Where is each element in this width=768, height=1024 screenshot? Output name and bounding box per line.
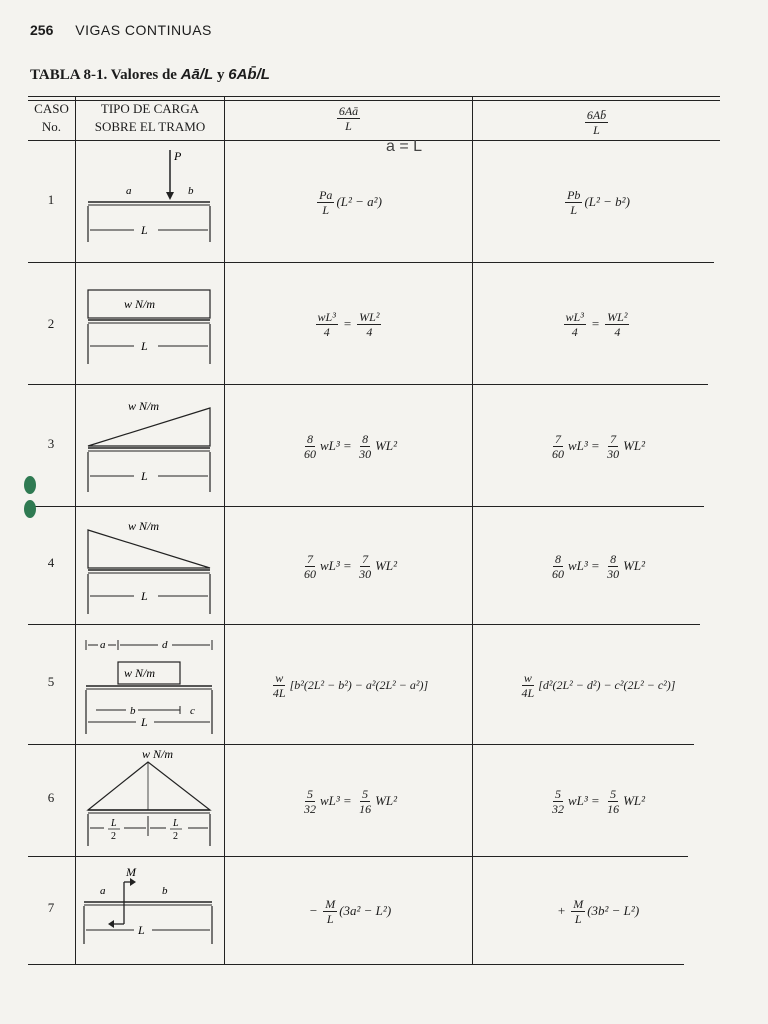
cell-4-b-n1: 8 xyxy=(554,551,561,566)
cell-3-b-n2: 7 xyxy=(610,431,617,446)
cell-1-a-den: L xyxy=(322,202,330,217)
cell-3-a-d1: 60 xyxy=(303,446,316,461)
caso-7: 7 xyxy=(47,900,55,915)
cell-7-a xyxy=(225,858,472,964)
caption-expr2: 6Ab̄/L xyxy=(228,66,270,83)
label-L-half-right: L xyxy=(173,818,179,829)
cell-3-a-d2: 30 xyxy=(359,446,372,461)
cell-5-b-expr: [d²(2L² − d²) − c²(2L² − c²)] xyxy=(538,677,676,692)
cell-6-a-t2: WL² xyxy=(375,793,398,808)
header-caso-line1: CASO xyxy=(34,101,69,116)
label-wNm: w N/m xyxy=(124,297,156,311)
header-tipo-line1: TIPO DE CARGA xyxy=(100,101,200,116)
caso-2: 2 xyxy=(47,316,55,331)
cell-1-b xyxy=(473,142,720,262)
label-two-right: 2 xyxy=(173,831,178,842)
cell-2-b-n1: wL³ xyxy=(565,309,584,324)
cell-1-a-num: Pa xyxy=(319,187,333,202)
cell-4-a-n1: 7 xyxy=(306,551,313,566)
cell-4-a-t1: wL³ xyxy=(319,558,340,573)
cell-3-a-n2: 8 xyxy=(362,431,369,446)
cell-2-b-d2: 4 xyxy=(614,324,621,339)
header-col-a-num: 6Aā xyxy=(338,104,359,118)
diagram-case-4 xyxy=(78,508,220,626)
cell-4-a-n2: 7 xyxy=(362,551,369,566)
cell-7-b xyxy=(473,858,720,964)
cell-5-b xyxy=(473,626,720,744)
cell-3-b-d2: 30 xyxy=(607,446,620,461)
caption-expr1: Aā/L xyxy=(180,66,214,83)
label-L: L xyxy=(141,469,148,483)
diagram-case-3 xyxy=(78,386,220,504)
label-L: L xyxy=(141,223,148,237)
caso-4: 4 xyxy=(47,555,55,570)
cell-3-a-n1: 8 xyxy=(306,431,313,446)
cell-2-b-d1: 4 xyxy=(571,324,578,339)
diagram-case-2 xyxy=(78,264,220,382)
cell-3-b-n1: 7 xyxy=(554,431,561,446)
cell-7-a-sign: − xyxy=(309,903,318,918)
table-caption xyxy=(30,66,270,84)
cell-1-b-expr: (L² − b²) xyxy=(584,194,630,209)
cell-6-b-n1: 5 xyxy=(554,786,561,801)
cell-6-a-t1: wL³ xyxy=(319,793,340,808)
cell-4-a-t2: WL² xyxy=(375,558,398,573)
cell-5-a xyxy=(225,626,472,744)
handwritten-note: a = L xyxy=(386,138,423,155)
cell-7-a-num: M xyxy=(325,896,336,911)
row-rule-3 xyxy=(28,506,704,507)
caso-6: 6 xyxy=(47,790,55,805)
caso-5: 5 xyxy=(47,674,55,689)
cell-2-b: $\frac{\text{wL³}}{4}$ = $\frac{\text{WL²}}{4}$ xyxy=(565,309,628,339)
label-L: L xyxy=(138,923,145,937)
label-a: a xyxy=(100,885,106,897)
cell-4-b-t2: WL² xyxy=(623,558,646,573)
cell-4-b-d1: 60 xyxy=(551,566,564,581)
cell-2-b-n2: WL² xyxy=(607,309,628,324)
header-caso xyxy=(28,100,75,136)
cell-2-a-n1: wL³ xyxy=(317,309,336,324)
cell-7-b-expr: (3b² − L²) xyxy=(587,903,640,918)
diagram-case-7 xyxy=(78,858,220,976)
col-divider-1 xyxy=(75,96,76,964)
cell-4-a: 7 60 wL³ = $\frac{7}{30}$ WL² xyxy=(303,551,398,581)
cell-6-b-t1: wL³ xyxy=(567,793,588,808)
label-M: M xyxy=(126,865,136,879)
label-two-left: 2 xyxy=(111,831,116,842)
cell-3-b-t2: WL² xyxy=(623,438,646,453)
cell-7-b-sign: + xyxy=(557,903,566,918)
cell-6-b: 5 32 wL³ = $\frac{5}{16}$ WL² xyxy=(551,786,646,816)
header-col-a-den: L xyxy=(345,119,352,133)
cell-7-b-den: L xyxy=(574,911,582,926)
cell-6-b-d2: 16 xyxy=(607,801,620,816)
cell-4-b-n2: 8 xyxy=(610,551,617,566)
row-rule-2 xyxy=(28,384,708,385)
label-P: P xyxy=(174,149,182,163)
cell-1-a xyxy=(225,142,472,262)
cell-3-b: 7 60 wL³ = $\frac{7}{30}$ WL² xyxy=(551,431,646,461)
header-col-b-den: L xyxy=(593,123,600,137)
header-col-a xyxy=(225,104,472,133)
caption-prefix: TABLA 8-1. Valores de xyxy=(30,67,177,83)
cell-3-a-t2: WL² xyxy=(375,438,398,453)
cell-4-b-t1: wL³ xyxy=(567,558,588,573)
cell-3-b-d1: 60 xyxy=(551,446,564,461)
header-tipo xyxy=(76,100,224,136)
cell-4-a-d2: 30 xyxy=(359,566,372,581)
cell-5-b-den: 4L xyxy=(521,685,535,700)
row-rule-1 xyxy=(28,262,714,263)
cell-5-a-den: 4L xyxy=(272,685,286,700)
label-d: d xyxy=(162,639,168,651)
cell-6-a-d1: 32 xyxy=(303,801,316,816)
header-bottom-rule xyxy=(28,140,720,141)
cell-2-a-d1: 4 xyxy=(323,324,330,339)
header-col-b-num: 6Ab̄ xyxy=(586,108,607,122)
header-col-b-fraction xyxy=(585,108,608,137)
label-L: L xyxy=(141,339,148,353)
cell-1-b-num: Pb xyxy=(567,187,581,202)
ink-smudge-2 xyxy=(24,500,36,518)
label-wNm: w N/m xyxy=(128,399,160,413)
diagram-case-1 xyxy=(78,142,220,260)
header-col-a-fraction xyxy=(337,104,360,133)
label-c: c xyxy=(190,705,195,717)
cell-2-a: $\frac{\text{wL³}}{4}$ = $\frac{\text{WL²}}{4}$ xyxy=(317,309,380,339)
cell-7-a-den: L xyxy=(326,911,334,926)
cell-4-a-d1: 60 xyxy=(303,566,316,581)
ink-smudge xyxy=(24,476,36,494)
cell-7-a-expr: (3a² − L²) xyxy=(339,903,392,918)
cell-3-b-t1: wL³ xyxy=(567,438,588,453)
label-b: b xyxy=(130,705,136,717)
cell-6-b-d1: 32 xyxy=(551,801,564,816)
label-a: a xyxy=(126,185,132,197)
running-title: VIGAS CONTINUAS xyxy=(75,22,212,38)
cell-1-b-den: L xyxy=(570,202,578,217)
caption-conj: y xyxy=(216,67,225,83)
label-L: L xyxy=(141,715,148,729)
cell-7-b-num: M xyxy=(573,896,584,911)
cell-2-a-d2: 4 xyxy=(366,324,373,339)
cell-6-a-n2: 5 xyxy=(362,786,369,801)
cell-6-a: 5 32 wL³ = $\frac{5}{16}$ WL² xyxy=(303,786,398,816)
cell-3-a: 8 60 wL³ = $\frac{8}{30}$ WL² xyxy=(303,431,398,461)
page-number: 256 xyxy=(30,22,54,38)
cell-1-a-expr: (L² − a²) xyxy=(336,194,382,209)
header-caso-line2: No. xyxy=(41,119,62,134)
cell-6-a-n1: 5 xyxy=(306,786,313,801)
cell-5-a-expr: [b²(2L² − b²) − a²(2L² − a²)] xyxy=(289,677,429,692)
header-tipo-line2: SOBRE EL TRAMO xyxy=(94,119,206,134)
label-a: a xyxy=(100,639,106,651)
page-header xyxy=(30,22,212,38)
cell-5-b-num: w xyxy=(523,670,532,685)
label-b: b xyxy=(162,885,168,897)
cell-6-a-d2: 16 xyxy=(359,801,372,816)
cell-6-b-t2: WL² xyxy=(623,793,646,808)
cell-5-a-num: w xyxy=(275,670,284,685)
label-wNm: w N/m xyxy=(128,519,160,533)
row-rule-5 xyxy=(28,744,694,745)
cell-3-a-t1: wL³ xyxy=(319,438,340,453)
table-top-rule xyxy=(28,96,720,97)
label-wNm: w N/m xyxy=(124,666,156,680)
cell-2-a-n2: WL² xyxy=(359,309,380,324)
cell-4-b: 8 60 wL³ = $\frac{8}{30}$ WL² xyxy=(551,551,646,581)
caso-1: 1 xyxy=(47,192,55,207)
cell-6-b-n2: 5 xyxy=(610,786,617,801)
label-b: b xyxy=(188,185,194,197)
diagram-case-5 xyxy=(78,626,220,744)
label-L-half-left: L xyxy=(111,818,117,829)
diagram-case-6 xyxy=(78,746,220,864)
caso-3: 3 xyxy=(47,436,55,451)
cell-4-b-d2: 30 xyxy=(607,566,620,581)
header-col-b xyxy=(473,108,720,137)
label-L: L xyxy=(141,589,148,603)
label-wNm: w N/m xyxy=(142,747,174,761)
